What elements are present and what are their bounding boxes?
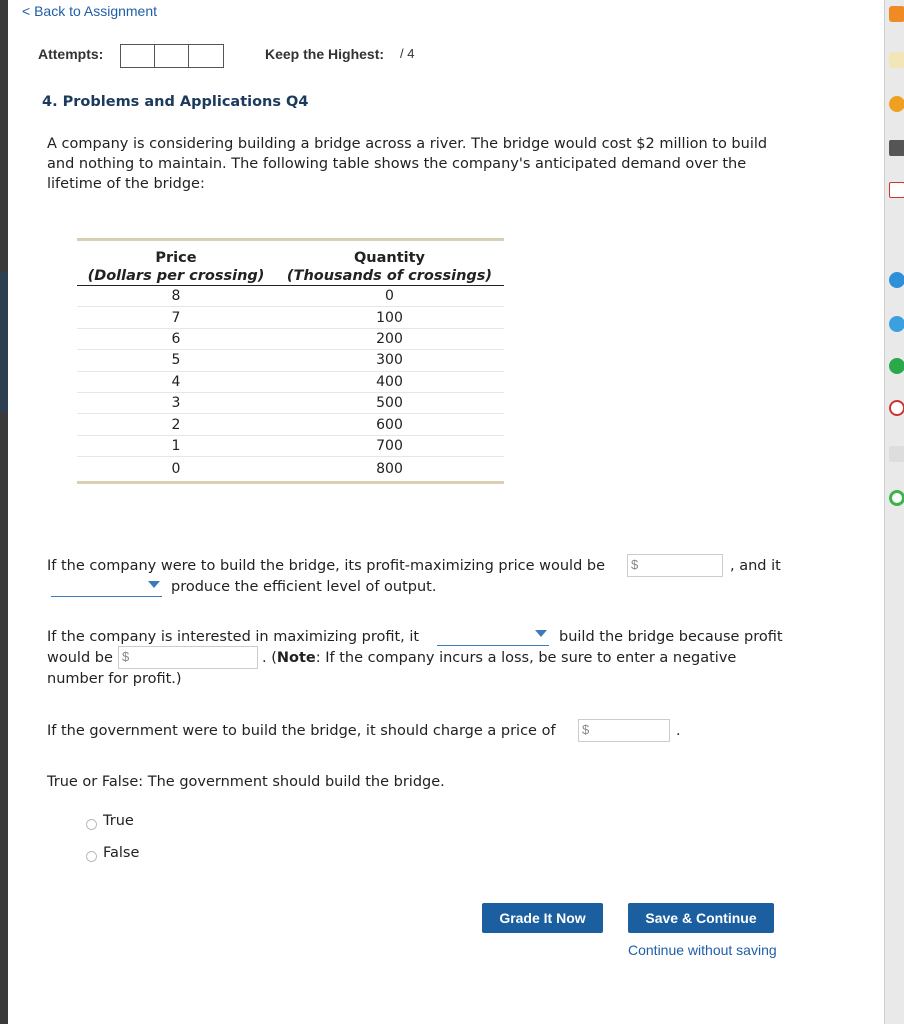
attempt-boxes [120, 44, 224, 68]
part3-line: If the government were to build the bridge, it should charge a price of [47, 723, 556, 739]
attempt-box [121, 45, 155, 67]
price-cell: 1 [171, 437, 181, 454]
price-cell: 8 [171, 288, 181, 305]
true-option-label[interactable]: True [103, 813, 134, 829]
true-false-question: True or False: The government should build the bridge. [47, 774, 445, 790]
attempts-label: Attempts: [38, 46, 104, 62]
profit-max-price-input[interactable] [627, 554, 723, 577]
price-column-title: Price [155, 250, 197, 266]
false-option-label[interactable]: False [103, 845, 140, 861]
part2-line1-end: build the bridge because profit [559, 629, 783, 645]
table-row [77, 286, 504, 307]
quantity-cell: 700 [376, 437, 403, 454]
dollar-sign: $ [122, 649, 130, 664]
extension-icon[interactable] [889, 6, 904, 22]
table-row [77, 307, 504, 328]
build-bridge-dropdown[interactable] [437, 628, 549, 646]
intro-line: lifetime of the bridge: [47, 176, 205, 192]
false-radio[interactable] [86, 851, 97, 862]
note-prefix: . ( [262, 650, 277, 666]
quantity-cell: 100 [376, 309, 403, 326]
table-row [77, 350, 504, 371]
extension-icon[interactable] [889, 358, 904, 374]
table-row [77, 393, 504, 414]
question-intro [47, 134, 767, 194]
table-row [77, 414, 504, 435]
quantity-cell: 600 [376, 416, 403, 433]
price-cell: 2 [171, 416, 181, 433]
extension-icon[interactable] [889, 140, 904, 156]
demand-table [77, 238, 504, 484]
part2-line3: number for profit.) [47, 671, 182, 687]
extension-icon[interactable] [889, 182, 904, 198]
price-cell: 4 [171, 373, 181, 390]
table-row [77, 457, 504, 481]
keep-highest-value: / 4 [400, 46, 415, 61]
attempt-box [155, 45, 189, 67]
back-to-assignment-link[interactable]: < Back to Assignment [22, 3, 158, 19]
part2-line2-start: would be [47, 650, 113, 666]
price-cell: 0 [171, 461, 181, 478]
quantity-cell: 400 [376, 373, 403, 390]
government-price-input[interactable] [578, 719, 670, 742]
question-title: 4. Problems and Applications Q4 [42, 94, 309, 110]
quantity-column-title: Quantity [353, 250, 426, 266]
dollar-sign: $ [582, 722, 590, 737]
price-cell: 3 [171, 395, 181, 412]
note-text: : If the company incurs a loss, be sure to enter a negative [315, 650, 737, 666]
quantity-cell: 200 [376, 330, 403, 347]
table-row [77, 372, 504, 393]
extension-icon[interactable] [889, 400, 904, 416]
quantity-cell: 500 [376, 395, 403, 412]
part1-line2: produce the efficient level of output. [171, 579, 437, 595]
price-cell: 7 [171, 309, 181, 326]
right-sidebar-strip [884, 0, 904, 1024]
left-sidebar-strip [0, 0, 8, 1024]
extension-icon[interactable] [889, 490, 904, 506]
table-row [77, 329, 504, 350]
continue-without-saving-link[interactable]: Continue without saving [628, 942, 777, 958]
part1-line1-end: , and it [730, 558, 781, 574]
extension-icon[interactable] [889, 52, 904, 68]
extension-icon[interactable] [889, 316, 904, 332]
extension-icon[interactable] [889, 96, 904, 112]
extension-icon[interactable] [889, 446, 904, 462]
keep-highest-label: Keep the Highest: [265, 46, 385, 62]
part2-line1: If the company is interested in maximizing profit, it [47, 629, 420, 645]
quantity-cell: 0 [385, 288, 394, 305]
part3-period: . [676, 723, 681, 739]
intro-line: A company is considering building a bridge across a river. The bridge would cost $2 million to build [47, 136, 768, 152]
grade-it-now-button[interactable]: Grade It Now [482, 903, 603, 933]
attempt-box [189, 45, 223, 67]
true-radio[interactable] [86, 819, 97, 830]
table-row [77, 436, 504, 457]
table-header [77, 241, 504, 286]
dropdown-arrow-icon [148, 581, 160, 588]
price-cell: 6 [171, 330, 181, 347]
price-cell: 5 [171, 352, 181, 369]
dropdown-arrow-icon [535, 630, 547, 637]
extension-icon[interactable] [889, 272, 904, 288]
note-label: Note [276, 650, 316, 666]
dollar-sign: $ [631, 557, 639, 572]
intro-line: and nothing to maintain. The following table shows the company's anticipated demand over the [47, 156, 747, 172]
part1-line1: If the company were to build the bridge, its profit-maximizing price would be [47, 558, 606, 574]
price-column-unit: (Dollars per crossing) [87, 268, 265, 284]
left-sidebar-highlight [0, 272, 8, 412]
quantity-cell: 800 [376, 461, 403, 478]
profit-input[interactable] [118, 646, 258, 669]
part2-note [262, 648, 736, 668]
efficient-output-dropdown[interactable] [51, 579, 162, 597]
quantity-column-unit: (Thousands of crossings) [286, 268, 493, 284]
save-and-continue-button[interactable]: Save & Continue [628, 903, 774, 933]
quantity-cell: 300 [376, 352, 403, 369]
